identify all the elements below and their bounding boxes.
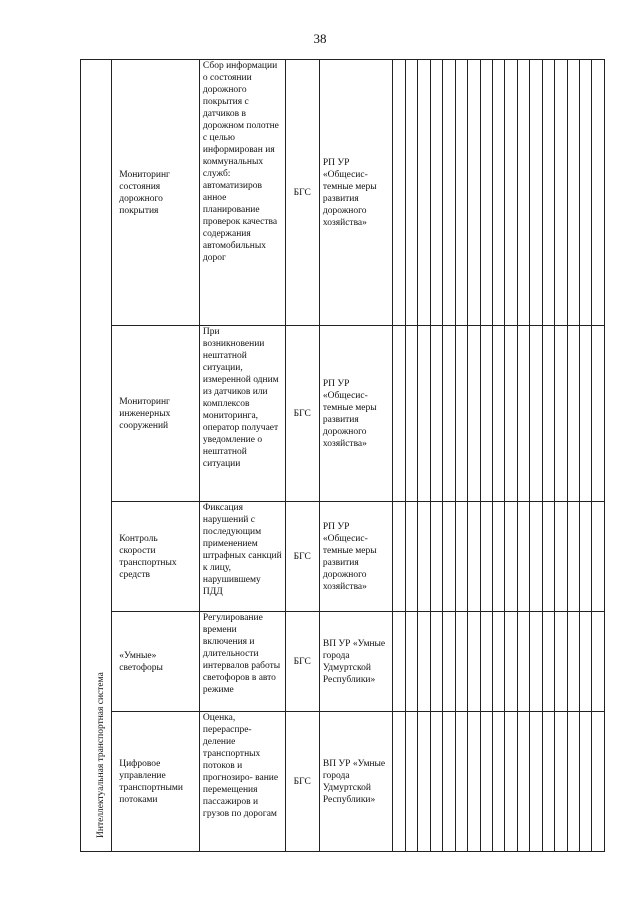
empty-cell bbox=[530, 502, 542, 612]
measure-description: Фиксация нарушений с последующим применением штрафных санкций к лицу, нарушившему ПДД bbox=[199, 502, 285, 612]
empty-cell bbox=[492, 502, 504, 612]
empty-cell bbox=[393, 502, 405, 612]
empty-cell bbox=[405, 326, 417, 502]
funding-source: БГС bbox=[285, 326, 319, 502]
empty-cell bbox=[580, 326, 592, 502]
empty-cell bbox=[592, 502, 605, 612]
empty-cell bbox=[480, 502, 492, 612]
empty-cell bbox=[393, 326, 405, 502]
empty-cell bbox=[567, 502, 579, 612]
empty-cell bbox=[443, 326, 455, 502]
empty-cell bbox=[468, 712, 480, 852]
empty-cell bbox=[567, 612, 579, 712]
empty-cell bbox=[492, 612, 504, 712]
empty-cell bbox=[430, 502, 442, 612]
empty-cell bbox=[580, 712, 592, 852]
empty-cell bbox=[418, 712, 430, 852]
empty-cell bbox=[555, 612, 567, 712]
empty-cell bbox=[430, 60, 442, 326]
empty-cell bbox=[430, 712, 442, 852]
table-row bbox=[81, 612, 605, 712]
empty-cell bbox=[455, 60, 467, 326]
funding-source: БГС bbox=[285, 502, 319, 612]
empty-cell bbox=[418, 326, 430, 502]
empty-cell bbox=[443, 60, 455, 326]
system-cell bbox=[81, 60, 112, 852]
empty-cell bbox=[492, 60, 504, 326]
empty-cell bbox=[405, 612, 417, 712]
empty-cell bbox=[480, 612, 492, 712]
empty-cell bbox=[530, 612, 542, 712]
empty-cell bbox=[530, 60, 542, 326]
empty-cell bbox=[517, 612, 529, 712]
empty-cell bbox=[542, 712, 554, 852]
empty-cell bbox=[567, 60, 579, 326]
empty-cell bbox=[542, 326, 554, 502]
measure-name: «Умные» светофоры bbox=[112, 612, 200, 712]
empty-cell bbox=[480, 60, 492, 326]
empty-cell bbox=[430, 612, 442, 712]
empty-cell bbox=[505, 60, 517, 326]
empty-cell bbox=[480, 712, 492, 852]
empty-cell bbox=[393, 612, 405, 712]
empty-cell bbox=[468, 612, 480, 712]
system-label: Интеллектуальная транспортная система bbox=[96, 672, 107, 838]
empty-cell bbox=[405, 502, 417, 612]
program-name: ВП УР «Умные города Удмуртской Республики» bbox=[319, 612, 393, 712]
page-number: 38 bbox=[313, 31, 327, 46]
empty-cell bbox=[592, 326, 605, 502]
empty-cell bbox=[393, 60, 405, 326]
empty-cell bbox=[567, 712, 579, 852]
empty-cell bbox=[517, 712, 529, 852]
empty-cell bbox=[418, 612, 430, 712]
program-name: РП УР «Общесис- темные меры развития дорожного хозяйства» bbox=[319, 502, 393, 612]
empty-cell bbox=[555, 502, 567, 612]
empty-cell bbox=[555, 326, 567, 502]
empty-cell bbox=[468, 502, 480, 612]
empty-cell bbox=[505, 502, 517, 612]
empty-cell bbox=[393, 712, 405, 852]
empty-cell bbox=[405, 712, 417, 852]
empty-cell bbox=[580, 612, 592, 712]
empty-cell bbox=[455, 326, 467, 502]
measure-description: Сбор информации о состоянии дорожного покрытия с датчиков в дорожном полотне с целью информирован ия коммунальных служб: автоматизиров анное планирование проверок качества содержания автомобильных дорог bbox=[199, 60, 285, 326]
empty-cell bbox=[443, 612, 455, 712]
measure-description: Регулирование времени включения и длительности интервалов работы светофоров в авто режиме bbox=[199, 612, 285, 712]
table-row bbox=[81, 502, 605, 612]
measure-name: Контроль скорости транспортных средств bbox=[112, 502, 200, 612]
empty-cell bbox=[480, 326, 492, 502]
empty-cell bbox=[517, 326, 529, 502]
empty-cell bbox=[542, 502, 554, 612]
empty-cell bbox=[592, 60, 605, 326]
measure-name: Цифровое управление транспортными потоками bbox=[112, 712, 200, 852]
empty-cell bbox=[592, 712, 605, 852]
measure-description: Оценка, перераспре- деление транспортных потоков и прогнозиро- вание перемещения пассажиров и грузов по дорогам bbox=[199, 712, 285, 852]
program-name: РП УР «Общесис- темные меры развития дорожного хозяйства» bbox=[319, 60, 393, 326]
funding-source: БГС bbox=[285, 612, 319, 712]
empty-cell bbox=[455, 612, 467, 712]
empty-cell bbox=[555, 712, 567, 852]
empty-cell bbox=[567, 326, 579, 502]
empty-cell bbox=[418, 502, 430, 612]
table-row bbox=[81, 60, 605, 326]
measure-name: Мониторинг состояния дорожного покрытия bbox=[112, 60, 200, 326]
empty-cell bbox=[580, 60, 592, 326]
empty-cell bbox=[542, 60, 554, 326]
empty-cell bbox=[505, 612, 517, 712]
empty-cell bbox=[517, 60, 529, 326]
empty-cell bbox=[455, 712, 467, 852]
empty-cell bbox=[505, 326, 517, 502]
program-name: РП УР «Общесис- темные меры развития дорожного хозяйства» bbox=[319, 326, 393, 502]
empty-cell bbox=[430, 326, 442, 502]
program-name: ВП УР «Умные города Удмуртской Республики» bbox=[319, 712, 393, 852]
empty-cell bbox=[443, 712, 455, 852]
measure-name: Мониторинг инженерных сооружений bbox=[112, 326, 200, 502]
empty-cell bbox=[517, 502, 529, 612]
funding-source: БГС bbox=[285, 60, 319, 326]
table-row bbox=[81, 326, 605, 502]
empty-cell bbox=[542, 612, 554, 712]
empty-cell bbox=[580, 502, 592, 612]
empty-cell bbox=[505, 712, 517, 852]
empty-cell bbox=[555, 60, 567, 326]
empty-cell bbox=[530, 712, 542, 852]
empty-cell bbox=[418, 60, 430, 326]
funding-source: БГС bbox=[285, 712, 319, 852]
empty-cell bbox=[592, 612, 605, 712]
measure-description: При возникновении нештатной ситуации, измеренной одним из датчиков или комплексов мониторинга, оператор получает уведомление о нештатной ситуации bbox=[199, 326, 285, 502]
measures-table bbox=[80, 59, 605, 852]
empty-cell bbox=[405, 60, 417, 326]
empty-cell bbox=[443, 502, 455, 612]
table-row bbox=[81, 712, 605, 852]
empty-cell bbox=[468, 60, 480, 326]
empty-cell bbox=[468, 326, 480, 502]
empty-cell bbox=[492, 326, 504, 502]
empty-cell bbox=[492, 712, 504, 852]
empty-cell bbox=[455, 502, 467, 612]
empty-cell bbox=[530, 326, 542, 502]
